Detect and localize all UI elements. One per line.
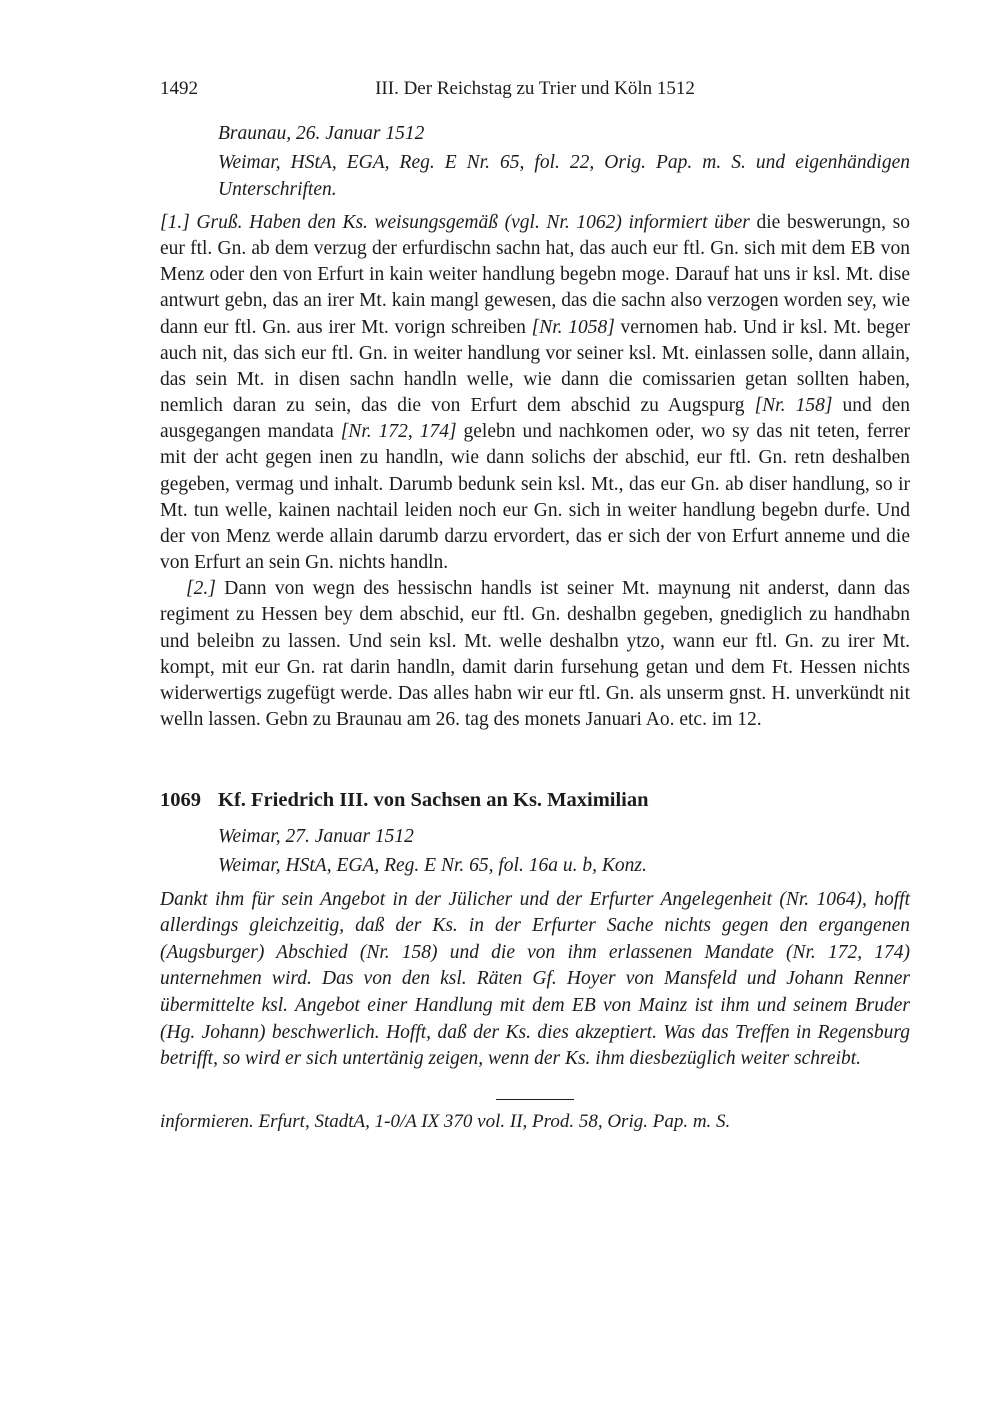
text-run: und den ausgegangen mandata: [160, 395, 910, 443]
running-head-title: III. Der Reichstag zu Trier und Köln 1512: [375, 78, 695, 99]
reference-citation: [Nr. 172, 174]: [340, 421, 457, 443]
text-run: vernomen hab. Und ir ksl. Mt. beger auch nit, das sich eur ftl. Gn. in weiter handlung vor seiner ksl. Mt. einlassen solle, dann allain, das sein Mt. in disen sachn handln welle, wie dann die comissarien getan sollten haben, nemlich daran zu sein, das die von Erfurt dem abschid zu Augspurg: [160, 316, 910, 417]
entry-1069: [160, 787, 910, 1073]
entry-number: 1069: [160, 789, 201, 812]
reference-citation: [Nr. 158]: [754, 395, 833, 417]
text-run: gelebn und nachkomen oder, wo sy das nit teten, ferrer mit der acht gegen inen zu handln, wie dann solichs der abschid, eur ftl. Gn. retn deshalben gegeben, vermag und inhalt. Darumb bedunk sein ksl. Mt., das eur Gn. ab diser handlung, so ir Mt. tun welle, kainen nachtail leiden noch eur Gn. sich in weiter handlung begebn durfe. Und der von Menz werde allain darumb darzu ervordert, das er sich der von Erfurt anneme und die von Erfurt an sein Gn. nichts handln.: [160, 421, 910, 574]
text-run-italic: [1.] Gruß. Haben den Ks. weisungsgemäß (vgl. Nr. 1062) informiert über: [160, 212, 757, 233]
entry-source-reference: Weimar, HStA, EGA, Reg. E Nr. 65, fol. 22, Orig. Pap. m. S. und eigenhändigen Unterschriften.: [218, 152, 910, 200]
entry-braunau-letter: [160, 121, 910, 733]
footnote-text: informieren. Erfurt, StadtA, 1-0/A IX 370 vol. II, Prod. 58, Orig. Pap. m. S.: [160, 1110, 731, 1132]
entry-title: Kf. Friedrich III. von Sachsen an Ks. Maximilian: [218, 789, 649, 812]
entry-dateline: Weimar, 27. Januar 1512: [218, 826, 414, 848]
text-run: die beswerungn, so eur ftl. Gn. ab dem verzug der erfurdischn sachn hat, das auch eur ftl. Gn. sich mit dem EB von Menz oder den von Erfurt in kain weiter handlung begebn moge. Darauf hat uns ir ksl. Mt. dise antwurt gebn, das an irer Mt. kain mangl gewesen, das die sachn also verzogen worden sey, wie dann eur ftl. Gn. aus irer Mt. vorign schreiben: [160, 212, 911, 338]
running-header: [160, 76, 910, 102]
text-run: Dann von wegn des hessischn handls ist seiner Mt. maynung nit anderst, dann das regiment zu Hessen bey dem abschid, eur ftl. Gn. deshalbn gegeben, gnediglich zu handhabn und beleibn zu lassen. Und sein ksl. Mt. welle deshalbn ytzo, wann eur ftl. Gn. zu irer Mt. kompt, mit eur Gn. rat darin handln, damit darin fursehung getan und dem Ft. Hessen nichts widerwertigs zugefügt werde. Das alles habn wir eur ftl. Gn. als unserm gnst. H. unverkündt nit welln lassen. Gebn zu Braunau am 26. tag des monets Januari Ao. etc. im 12.: [160, 578, 910, 730]
entry-heading: [160, 787, 910, 814]
text-column: [160, 0, 910, 1134]
letter-paragraph-2: [160, 576, 910, 733]
reference-citation: [Nr. 1058]: [531, 316, 615, 338]
page-number: 1492: [160, 78, 198, 99]
entry-source-reference: Weimar, HStA, EGA, Reg. E Nr. 65, fol. 16a u. b, Konz.: [218, 855, 647, 877]
letter-paragraph-1: [160, 210, 910, 576]
entry-summary: Dankt ihm für sein Angebot in der Jülicher und der Erfurter Angelegenheit (Nr. 1064), hofft allerdings gleichzeitig, daß der Ks. in der Erfurter Sache nichts gegen den ergangenen (Augsburger) Abschied (Nr. 158) und die von ihm erlassenen Mandate (Nr. 172, 174) unternehmen wird. Das von den ksl. Räten Gf. Hoyer von Mansfeld und Johann Renner übermittelte ksl. Angebot einer Handlung mit dem EB von Mainz ist ihm und seinem Bruder (Hg. Johann) beschwerlich. Hofft, daß der Ks. dies akzeptiert. Was das Treffen in Regensburg betrifft, so wird er sich untertänig zeigen, wenn der Ks. ihm diesbezüglich weiter schreibt.: [160, 888, 910, 1070]
entry-dateline: Braunau, 26. Januar 1512: [218, 123, 425, 144]
paragraph-marker: [2.]: [186, 578, 216, 600]
footnote-area: [160, 1099, 910, 1134]
footnote-rule: [496, 1099, 574, 1100]
